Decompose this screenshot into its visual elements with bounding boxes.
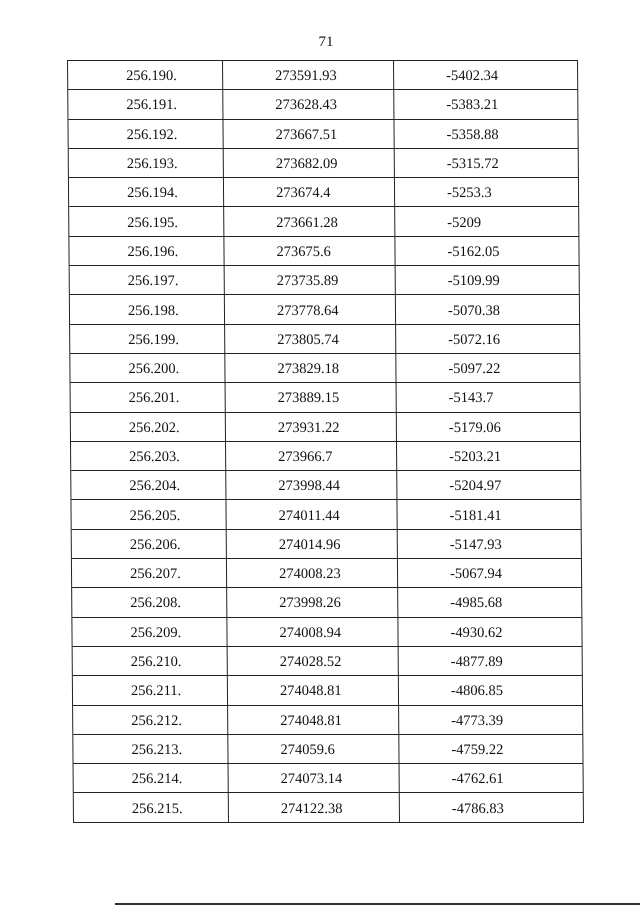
- point-id-cell: 256.196.: [69, 237, 224, 265]
- y-coordinate-cell: -5358.88: [394, 120, 578, 148]
- point-id-cell: 256.204.: [71, 471, 226, 499]
- point-id-cell: 256.203.: [71, 442, 226, 470]
- x-coordinate-cell: 273805.74: [225, 325, 396, 353]
- table-row: [73, 647, 583, 676]
- y-coordinate-cell: -5147.93: [398, 530, 582, 558]
- table-row: [71, 442, 581, 471]
- table-row: [69, 178, 579, 207]
- x-coordinate-cell: 274048.81: [228, 676, 399, 704]
- x-coordinate-cell: 273628.43: [223, 90, 394, 118]
- x-coordinate-cell: 273667.51: [223, 120, 394, 148]
- point-id-cell: 256.209.: [72, 618, 227, 646]
- point-id-cell: 256.199.: [70, 325, 225, 353]
- y-coordinate-cell: -5162.05: [395, 237, 579, 265]
- table-row: [68, 120, 578, 149]
- y-coordinate-cell: -4806.85: [399, 676, 583, 704]
- table-row: [73, 735, 583, 764]
- table-row: [70, 354, 580, 383]
- x-coordinate-cell: 273675.6: [224, 237, 395, 265]
- x-coordinate-cell: 274073.14: [229, 764, 400, 792]
- table-row: [73, 706, 583, 735]
- page-number: 71: [318, 34, 334, 50]
- y-coordinate-cell: -5143.7: [397, 383, 581, 411]
- point-id-cell: 256.194.: [69, 178, 224, 206]
- x-coordinate-cell: 274008.23: [227, 559, 398, 587]
- x-coordinate-cell: 274008.94: [227, 618, 398, 646]
- table-row: [70, 295, 580, 324]
- x-coordinate-cell: 273661.28: [224, 207, 395, 235]
- table-row: [72, 530, 582, 559]
- table-row: [71, 500, 581, 529]
- y-coordinate-cell: -5383.21: [394, 90, 578, 118]
- point-id-cell: 256.205.: [71, 500, 226, 528]
- table-row: [73, 676, 583, 705]
- y-coordinate-cell: -5109.99: [396, 266, 580, 294]
- y-coordinate-cell: -4985.68: [398, 588, 582, 616]
- point-id-cell: 256.212.: [73, 706, 228, 734]
- point-id-cell: 256.215.: [74, 793, 229, 821]
- table-row: [74, 793, 584, 822]
- point-id-cell: 256.195.: [69, 207, 224, 235]
- y-coordinate-cell: -5097.22: [396, 354, 580, 382]
- point-id-cell: 256.206.: [72, 530, 227, 558]
- table-row: [70, 266, 580, 295]
- x-coordinate-cell: 273931.22: [226, 413, 397, 441]
- y-coordinate-cell: -4762.61: [400, 764, 584, 792]
- x-coordinate-cell: 273829.18: [225, 354, 396, 382]
- point-id-cell: 256.202.: [71, 413, 226, 441]
- point-id-cell: 256.200.: [70, 354, 225, 382]
- y-coordinate-cell: -5070.38: [396, 295, 580, 323]
- table-row: [69, 237, 579, 266]
- point-id-cell: 256.210.: [73, 647, 228, 675]
- point-id-cell: 256.193.: [69, 149, 224, 177]
- x-coordinate-cell: 273591.93: [223, 61, 394, 89]
- y-coordinate-cell: -4759.22: [399, 735, 583, 763]
- y-coordinate-cell: -5209: [395, 207, 579, 235]
- point-id-cell: 256.208.: [72, 588, 227, 616]
- x-coordinate-cell: 273889.15: [226, 383, 397, 411]
- y-coordinate-cell: -4786.83: [400, 793, 584, 821]
- y-coordinate-cell: -5072.16: [396, 325, 580, 353]
- table-row: [70, 325, 580, 354]
- y-coordinate-cell: -5067.94: [398, 559, 582, 587]
- x-coordinate-cell: 273682.09: [224, 149, 395, 177]
- table-row: [71, 383, 581, 412]
- x-coordinate-cell: 274059.6: [228, 735, 399, 763]
- table-row: [72, 559, 582, 588]
- x-coordinate-cell: 274014.96: [227, 530, 398, 558]
- point-id-cell: 256.190.: [68, 61, 223, 89]
- y-coordinate-cell: -5204.97: [397, 471, 581, 499]
- table-row: [68, 61, 578, 90]
- y-coordinate-cell: -5253.3: [395, 178, 579, 206]
- table-row: [71, 413, 581, 442]
- y-coordinate-cell: -5315.72: [395, 149, 579, 177]
- x-coordinate-cell: 274011.44: [226, 500, 397, 528]
- table-row: [69, 207, 579, 236]
- point-id-cell: 256.191.: [68, 90, 223, 118]
- y-coordinate-cell: -4930.62: [398, 618, 582, 646]
- y-coordinate-cell: -4773.39: [399, 706, 583, 734]
- point-id-cell: 256.192.: [68, 120, 223, 148]
- y-coordinate-cell: -4877.89: [399, 647, 583, 675]
- x-coordinate-cell: 273735.89: [225, 266, 396, 294]
- x-coordinate-cell: 274122.38: [229, 793, 400, 821]
- table-row: [69, 149, 579, 178]
- x-coordinate-cell: 274028.52: [228, 647, 399, 675]
- point-id-cell: 256.197.: [70, 266, 225, 294]
- table-row: [72, 618, 582, 647]
- table-row: [72, 588, 582, 617]
- y-coordinate-cell: -5203.21: [397, 442, 581, 470]
- x-coordinate-cell: 273674.4: [224, 178, 395, 206]
- point-id-cell: 256.201.: [71, 383, 226, 411]
- y-coordinate-cell: -5179.06: [397, 413, 581, 441]
- point-id-cell: 256.207.: [72, 559, 227, 587]
- y-coordinate-cell: -5181.41: [397, 500, 581, 528]
- point-id-cell: 256.198.: [70, 295, 225, 323]
- x-coordinate-cell: 273778.64: [225, 295, 396, 323]
- x-coordinate-cell: 273998.26: [227, 588, 398, 616]
- x-coordinate-cell: 274048.81: [228, 706, 399, 734]
- point-id-cell: 256.214.: [74, 764, 229, 792]
- point-id-cell: 256.211.: [73, 676, 228, 704]
- coordinates-table: [67, 60, 584, 823]
- y-coordinate-cell: -5402.34: [394, 61, 578, 89]
- table-row: [74, 764, 584, 793]
- table-row: [68, 90, 578, 119]
- point-id-cell: 256.213.: [73, 735, 228, 763]
- x-coordinate-cell: 273966.7: [226, 442, 397, 470]
- table-row: [71, 471, 581, 500]
- x-coordinate-cell: 273998.44: [226, 471, 397, 499]
